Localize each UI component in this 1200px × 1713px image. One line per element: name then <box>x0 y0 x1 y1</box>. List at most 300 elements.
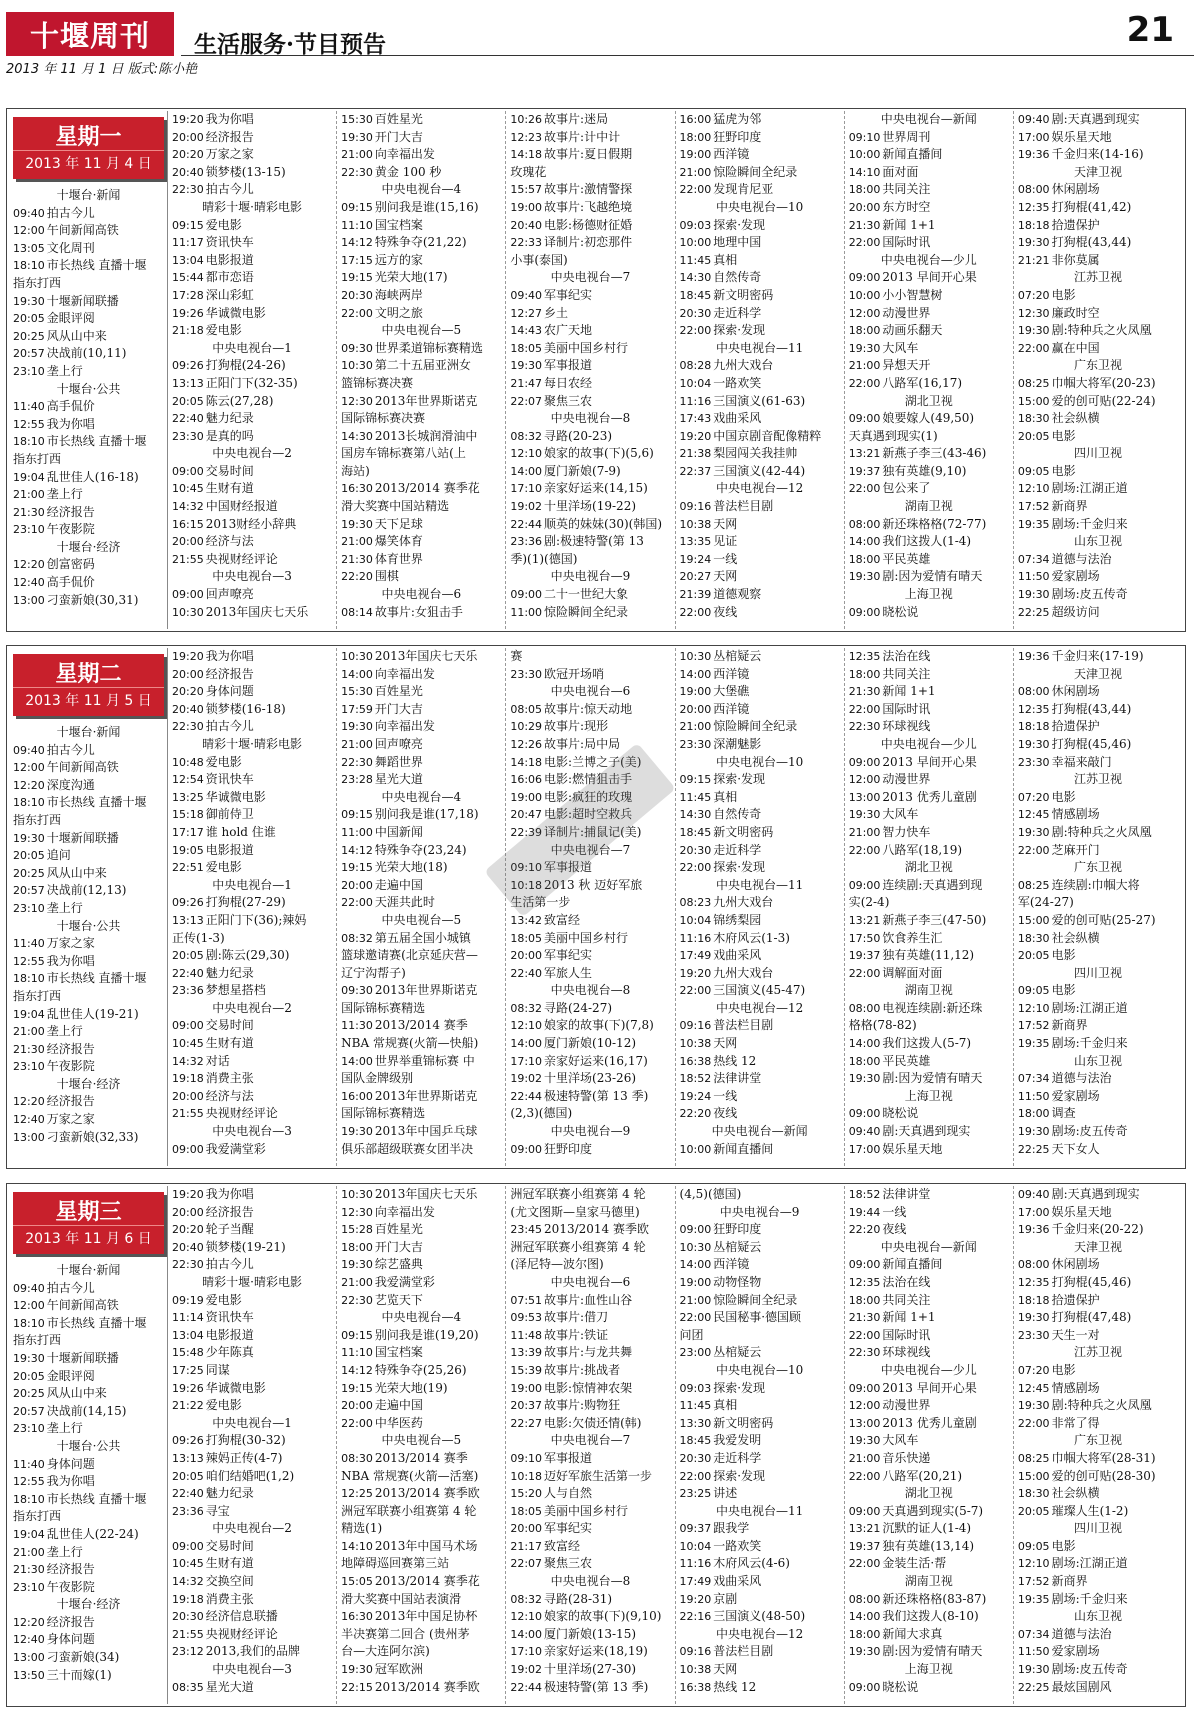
program-time: 17:10 <box>510 1645 543 1659</box>
program-entry: 20:05 金眼评阅 <box>13 1368 95 1383</box>
program-entry: 19:02 十里洋场(19-22) <box>510 499 637 514</box>
program-entry: 20:40 锁梦楼(16-18) <box>172 701 286 716</box>
program-entry: 15:00 爱的创可贴(28-30) <box>1017 1468 1156 1483</box>
program-entry: 10:38 天网 <box>679 1662 738 1677</box>
program-time: 18:00 <box>679 130 712 144</box>
program-time: 18:05 <box>510 341 543 355</box>
program-entry: 19:30 剧场:皮五传奇 <box>1017 1124 1128 1139</box>
program-entry: 14:30 2013长城润滑油中 <box>341 428 478 443</box>
program-time: 19:30 <box>341 1258 373 1272</box>
channel-heading: 晴彩十堰·晴彩电影 <box>202 1274 302 1289</box>
program-entry: 21:30 经济报告 <box>13 504 95 519</box>
program-entry: 19:30 剧:因为爱情有晴天 <box>848 1071 983 1086</box>
program-time: 19:20 <box>172 113 204 126</box>
program-entry: 21:55 央视财经评论 <box>172 1106 278 1121</box>
program-time: 14:00 <box>679 1258 712 1272</box>
program-time: 20:05 <box>13 849 45 863</box>
program-time: 08:05 <box>510 702 543 716</box>
program-time: 17:17 <box>172 825 204 839</box>
program-time: 12:10 <box>1017 482 1050 496</box>
program-entry: 11:30 2013/2014 赛季 <box>341 1018 468 1033</box>
channel-heading: 十堰台·经济 <box>56 1597 121 1612</box>
program-time: 19:18 <box>172 1072 204 1086</box>
program-continuation: 国际锦标赛精选 <box>341 1106 426 1121</box>
program-time: 09:26 <box>172 896 204 910</box>
program-time: 13:05 <box>13 241 45 255</box>
program-time: 20:37 <box>510 1399 543 1413</box>
program-entry: 12:26 故事片:局中局 <box>510 736 621 751</box>
program-entry: 08:32 寻路(24-27) <box>510 1000 613 1015</box>
program-time: 20:05 <box>1017 949 1050 963</box>
program-time: 20:00 <box>848 200 881 214</box>
program-time: 16:38 <box>679 1054 712 1068</box>
program-time: 22:39 <box>510 825 543 839</box>
program-entry: 08:00 新还珠格格(83-87) <box>848 1591 987 1606</box>
program-entry: 12:00 午间新闻高铁 <box>13 760 119 775</box>
program-entry: 10:00 新闻直播间 <box>679 1141 774 1156</box>
program-entry: 20:40 锁梦楼(13-15) <box>172 164 286 179</box>
program-time: 08:32 <box>510 1592 543 1606</box>
program-entry: 22:00 探索·发现 <box>679 1468 766 1483</box>
program-time: 22:00 <box>679 1469 712 1483</box>
program-entry: 23:10 垄上行 <box>13 363 83 378</box>
channel-heading: 中央电视台—11 <box>715 1503 804 1518</box>
channel-heading: 中央电视台—2 <box>212 446 292 461</box>
program-time: 18:45 <box>679 825 712 839</box>
program-time: 09:15 <box>341 1328 373 1342</box>
program-entry: 14:18 电影:兰博之子(美) <box>510 754 642 769</box>
program-time: 12:10 <box>1017 1001 1050 1015</box>
program-time: 20:40 <box>172 1240 204 1254</box>
program-time: 12:00 <box>13 761 45 775</box>
program-time: 10:38 <box>679 517 712 531</box>
program-entry: 12:00 午间新闻高铁 <box>13 223 119 238</box>
program-entry: 20:05 追问 <box>13 848 71 863</box>
program-entry: 21:00 向幸福出发 <box>341 147 435 162</box>
program-entry: 22:40 魅力纪录 <box>172 411 254 426</box>
program-entry: 14:00 向幸福出发 <box>341 666 435 681</box>
program-entry: 09:53 故事片:借刀 <box>510 1310 609 1325</box>
program-time: 09:00 <box>172 1019 204 1033</box>
program-time: 17:52 <box>1017 500 1050 514</box>
program-time: 18:45 <box>679 1434 712 1448</box>
program-entry: 12:00 动漫世界 <box>848 772 931 787</box>
program-entry: 18:45 新文明密码 <box>679 287 774 302</box>
program-time: 20:05 <box>172 394 204 408</box>
program-time: 23:10 <box>13 901 45 915</box>
dateline: 2013 年 11 月 1 日 版式:陈小艳 <box>6 62 198 77</box>
program-entry: 21:55 央视财经评论 <box>172 551 278 566</box>
program-entry: 13:05 文化周刊 <box>13 240 95 255</box>
program-time: 23:10 <box>13 1060 45 1074</box>
program-entry: 07:34 道德与法治 <box>1017 551 1112 566</box>
program-entry: 22:40 军旅人生 <box>510 965 593 980</box>
program-time: 07:34 <box>1017 552 1050 566</box>
program-time: 20:05 <box>1017 429 1050 443</box>
program-time: 15:44 <box>172 271 204 285</box>
program-time: 19:20 <box>679 966 712 980</box>
program-time: 11:10 <box>341 1346 373 1360</box>
program-entry: 14:32 中国财经报道 <box>172 499 278 514</box>
program-time: 09:40 <box>13 206 45 220</box>
program-entry: 09:00 2013 早间开心果 <box>848 270 977 285</box>
program-time: 10:45 <box>172 1037 204 1051</box>
program-entry: 14:00 西洋镜 <box>679 666 750 681</box>
program-time: 17:00 <box>848 1142 881 1156</box>
program-entry: 20:57 决战前(12,13) <box>13 883 127 898</box>
program-entry: 07:51 故事片:血性山谷 <box>510 1292 633 1307</box>
program-entry: 19:00 故事片:飞越绝境 <box>510 199 633 214</box>
program-time: 19:24 <box>679 552 712 566</box>
masthead <box>6 8 1194 58</box>
program-entry: 21:00 垄上行 <box>13 1544 83 1559</box>
program-entry: 20:00 经济与法 <box>172 1088 254 1103</box>
channel-heading: 上海卫视 <box>904 587 953 602</box>
program-entry: 15:28 百姓星光 <box>341 1222 423 1237</box>
day-section-monday <box>6 108 1186 632</box>
program-time: 12:00 <box>13 224 45 238</box>
program-time: 18:00 <box>848 183 881 197</box>
program-time: 23:00 <box>679 1346 712 1360</box>
header-rule <box>181 55 1194 56</box>
program-entry: 20:00 西洋镜 <box>679 701 750 716</box>
program-entry: 19:35 剧场:千金归来 <box>1017 1591 1128 1606</box>
program-time: 13:35 <box>679 535 712 549</box>
program-entry: 22:00 八路军(18,19) <box>848 842 963 857</box>
program-entry: 08:00 休闲剧场 <box>1017 182 1100 197</box>
program-time: 10:00 <box>848 288 881 302</box>
date-label: 2013 年 11 月 4 日 <box>13 150 164 173</box>
program-entry: 09:00 晓松说 <box>848 604 919 619</box>
program-time: 19:30 <box>341 1125 373 1139</box>
program-entry: 14:10 2013年中国马术场 <box>341 1538 478 1553</box>
program-time: 22:00 <box>679 861 712 875</box>
program-entry: 21:00 惊险瞬间全纪录 <box>679 164 798 179</box>
program-entry: 23:36 梦想星搭档 <box>172 983 266 998</box>
weekday-label: 星期三 <box>55 1199 122 1225</box>
program-continuation: 半决赛第二回合 (贵州茅 <box>341 1626 470 1641</box>
program-entry: 21:30 体育世界 <box>341 551 423 566</box>
program-time: 22:30 <box>341 755 373 769</box>
program-time: 19:37 <box>848 949 881 963</box>
program-time: 12:10 <box>1017 1557 1050 1571</box>
program-entry: 11:45 真相 <box>679 1398 738 1413</box>
program-continuation: 洲冠军联赛小组赛第 4 轮 <box>341 1503 477 1518</box>
channel-heading: 中央电视台—8 <box>550 1574 631 1589</box>
program-time: 18:18 <box>1017 720 1050 734</box>
channel-heading: 中央电视台—1 <box>212 877 292 892</box>
program-entry: 12:10 剧场:江湖正道 <box>1017 1556 1128 1571</box>
program-time: 19:30 <box>1017 1311 1050 1325</box>
program-continuation: NBA 常规赛(火箭—快船) <box>341 1036 479 1051</box>
program-time: 21:00 <box>13 1025 45 1039</box>
day-banner <box>13 117 164 179</box>
channel-heading: 中央电视台—7 <box>550 842 631 857</box>
program-entry: 19:20 我为你唱 <box>172 649 254 663</box>
channel-heading: 中央电视台—10 <box>715 754 804 769</box>
program-time: 12:00 <box>848 306 881 320</box>
program-time: 12:40 <box>13 576 45 590</box>
program-entry: 11:10 国宝档案 <box>341 217 423 232</box>
program-entry: 20:20 轮子当醒 <box>172 1222 254 1237</box>
channel-heading: 中央电视台—12 <box>715 1626 804 1641</box>
program-time: 20:30 <box>679 1451 712 1465</box>
program-entry: 17:49 戏曲采风 <box>679 948 762 963</box>
program-time: 23:10 <box>13 364 45 378</box>
program-entry: 12:25 2013/2014 赛季欧 <box>341 1486 480 1501</box>
program-entry: 23:25 讲述 <box>679 1486 738 1501</box>
program-entry: 19:00 大堡礁 <box>679 684 750 699</box>
program-time: 12:35 <box>1017 200 1050 214</box>
program-continuation: 国际锦标赛精选 <box>341 1000 426 1015</box>
program-time: 22:33 <box>510 236 543 250</box>
program-entry: 21:39 道德观察 <box>679 587 762 602</box>
program-time: 10:45 <box>172 1557 204 1571</box>
program-time: 13:00 <box>848 1416 881 1430</box>
program-entry: 20:00 经济报告 <box>172 666 254 681</box>
program-time: 08:32 <box>510 1001 543 1015</box>
program-entry: 13:04 电影报道 <box>172 252 254 267</box>
program-entry: 11:16 三国演义(61-63) <box>679 393 806 408</box>
program-entry: 21:00 惊险瞬间全纪录 <box>679 1292 798 1307</box>
program-time: 20:25 <box>13 1387 45 1401</box>
program-time: 14:18 <box>510 148 543 162</box>
program-time: 14:30 <box>679 271 712 285</box>
program-time: 22:00 <box>1017 1416 1050 1430</box>
program-time: 22:00 <box>848 1557 881 1571</box>
program-time: 09:19 <box>172 1293 204 1307</box>
program-time: 22:15 <box>341 1680 373 1694</box>
program-time: 18:10 <box>13 796 45 810</box>
program-time: 14:30 <box>679 808 712 822</box>
program-entry: 09:37 跟我学 <box>679 1521 750 1536</box>
program-time: 12:20 <box>13 558 45 572</box>
program-time: 21:55 <box>172 552 204 566</box>
program-time: 09:00 <box>848 1258 881 1272</box>
program-entry: 19:35 剧场:千金归来 <box>1017 1036 1128 1051</box>
program-time: 09:16 <box>679 500 712 514</box>
schedule-column <box>337 111 506 629</box>
program-entry: 19:04 乱世佳人(22-24) <box>13 1526 139 1541</box>
program-time: 09:10 <box>510 861 543 875</box>
program-entry: 12:35 打狗棍(45,46) <box>1017 1274 1132 1289</box>
program-time: 19:30 <box>848 1645 881 1659</box>
program-time: 18:00 <box>848 667 881 681</box>
program-entry: 10:30 丛棺疑云 <box>679 1239 762 1254</box>
program-time: 13:21 <box>848 1522 881 1536</box>
program-time: 08:00 <box>1017 183 1050 197</box>
program-time: 19:00 <box>510 790 543 804</box>
program-time: 09:00 <box>848 1504 881 1518</box>
program-time: 12:00 <box>13 1299 45 1313</box>
program-entry: 22:25 超级访问 <box>1017 604 1100 619</box>
program-time: 09:00 <box>848 755 881 769</box>
program-entry: 19:30 剧场:皮五传奇 <box>1017 1662 1128 1677</box>
program-time: 16:30 <box>341 482 373 496</box>
program-entry: 20:40 电影:杨德财征婚 <box>510 217 633 232</box>
program-entry: 22:15 2013/2014 赛季欧 <box>341 1679 480 1694</box>
program-time: 16:38 <box>679 1680 712 1694</box>
program-time: 17:15 <box>341 253 373 267</box>
program-time: 09:40 <box>13 743 45 757</box>
program-entry: 19:36 千金归来(14-16) <box>1017 147 1144 162</box>
program-time: 21:00 <box>679 720 712 734</box>
program-entry: 19:20 我为你唱 <box>172 112 254 126</box>
program-entry: 15:00 爱的创可贴(22-24) <box>1017 393 1156 408</box>
program-entry: 10:00 地理中国 <box>679 235 762 250</box>
program-time: 19:36 <box>1017 148 1050 162</box>
program-entry: 22:00 八路军(20,21) <box>848 1468 963 1483</box>
program-time: 09:40 <box>848 1125 881 1139</box>
program-entry: 20:05 金眼评阅 <box>13 311 95 326</box>
program-entry: 19:36 千金归来(17-19) <box>1017 649 1144 663</box>
program-time: 22:20 <box>679 1107 712 1121</box>
program-entry: 12:55 我为你唱 <box>13 953 95 968</box>
program-time: 18:30 <box>1017 1487 1050 1501</box>
program-entry: 09:00 交易时间 <box>172 1538 254 1553</box>
program-time: 20:00 <box>510 1522 543 1536</box>
program-time: 09:10 <box>848 130 881 144</box>
program-entry: 21:55 央视财经评论 <box>172 1626 278 1641</box>
program-time: 17:10 <box>510 482 543 496</box>
program-time: 11:50 <box>1017 1645 1050 1659</box>
schedule-column <box>10 1186 168 1704</box>
program-entry: 23:10 垄上行 <box>13 1421 83 1436</box>
channel-heading: 中央电视台—5 <box>381 1433 462 1448</box>
program-entry: 09:00 回声嘹亮 <box>172 587 254 602</box>
program-entry: 19:30 剧:特种兵之火凤凰 <box>1017 824 1152 839</box>
program-entry: 15:05 2013/2014 赛季花 <box>341 1574 480 1589</box>
program-time: 09:10 <box>510 1451 543 1465</box>
program-time: 11:45 <box>679 253 712 267</box>
program-time: 12:20 <box>13 778 45 792</box>
channel-heading: 十堰台·经济 <box>56 539 121 554</box>
channel-heading: 广东卫视 <box>1073 860 1122 875</box>
program-time: 11:16 <box>679 394 712 408</box>
program-entry: 10:38 天网 <box>679 516 738 531</box>
program-time: 08:14 <box>341 605 373 619</box>
program-time: 12:10 <box>510 1019 543 1033</box>
program-entry: 08:32 寻路(28-31) <box>510 1591 613 1606</box>
program-time: 12:20 <box>13 1095 45 1109</box>
program-entry: 22:00 调解面对面 <box>848 965 943 980</box>
program-entry: 18:18 拾遗保护 <box>1017 1292 1100 1307</box>
channel-heading: 天津卫视 <box>1073 164 1122 179</box>
program-time: 22:25 <box>1017 1680 1050 1694</box>
program-time: 09:00 <box>848 1680 881 1694</box>
program-continuation: 实(2-4) <box>848 895 890 910</box>
program-entry: 10:45 生财有道 <box>172 1036 254 1051</box>
program-entry: 09:40 剧:天真遇到现实 <box>1017 112 1140 126</box>
program-entry: 13:00 2013 优秀儿童剧 <box>848 789 977 804</box>
program-entry: 10:38 天网 <box>679 1036 738 1051</box>
program-entry: 12:35 打狗棍(41,42) <box>1017 199 1132 214</box>
program-time: 18:00 <box>341 1240 373 1254</box>
program-time: 22:07 <box>510 1557 543 1571</box>
program-entry: 15:44 都市恋语 <box>172 270 254 285</box>
program-time: 19:30 <box>1017 1399 1050 1413</box>
program-time: 15:30 <box>341 685 373 699</box>
program-entry: 18:45 我爱发明 <box>679 1433 762 1448</box>
program-time: 09:15 <box>679 773 712 787</box>
program-time: 15:18 <box>172 808 204 822</box>
program-entry: 14:00 厦门新娘(7-9) <box>510 463 621 478</box>
program-entry: 18:18 拾遗保护 <box>1017 217 1100 232</box>
program-time: 07:34 <box>1017 1072 1050 1086</box>
program-entry: 11:00 中国新闻 <box>341 824 423 839</box>
channel-heading: 中央电视台—3 <box>212 1124 292 1139</box>
program-entry: 21:22 爱电影 <box>172 1398 242 1413</box>
program-entry: 22:00 发现肯尼亚 <box>679 182 774 197</box>
program-time: 14:10 <box>341 1539 373 1553</box>
schedule-column <box>10 648 168 1166</box>
day-banner <box>13 654 164 716</box>
program-entry: 22:33 译制片:初恋那件 <box>510 235 633 250</box>
program-entry: 22:00 夜线 <box>679 604 738 619</box>
program-entry: 20:40 锁梦楼(19-21) <box>172 1239 286 1254</box>
program-entry: 22:00 芝麻开门 <box>1017 842 1100 857</box>
program-continuation: 洲冠军联赛小组赛第 4 轮 <box>510 1187 646 1201</box>
channel-heading: 十堰台·新闻 <box>56 1263 121 1277</box>
program-entry: 12:00 午间新闻高铁 <box>13 1298 119 1313</box>
program-entry: 09:00 娘要嫁人(49,50) <box>848 411 975 426</box>
program-continuation: 指东打西 <box>13 1333 62 1348</box>
program-time: 23:30 <box>1017 755 1050 769</box>
program-entry: 10:18 2013 秋 迈好军旅 <box>510 877 643 892</box>
program-entry: 22:16 三国演义(48-50) <box>679 1609 806 1624</box>
program-entry: 19:24 一线 <box>679 551 738 566</box>
program-time: 08:00 <box>1017 1258 1050 1272</box>
program-entry: 22:39 译制片:捕鼠记(美) <box>510 824 642 839</box>
program-entry: 09:00 狂野印度 <box>679 1222 762 1237</box>
program-entry: 09:26 打狗棍(27-29) <box>172 895 286 910</box>
program-time: 07:20 <box>1017 288 1050 302</box>
program-entry: 18:00 狂野印度 <box>679 129 762 144</box>
program-entry: 10:30 2013年国庆七天乐 <box>341 1187 478 1201</box>
program-entry: 22:20 夜线 <box>848 1222 907 1237</box>
program-time: 18:10 <box>13 1316 45 1330</box>
program-entry: 19:30 打狗棍(45,46) <box>1017 736 1132 751</box>
program-time: 22:20 <box>848 1223 881 1237</box>
channel-heading: 十堰台·新闻 <box>56 188 121 202</box>
program-time: 10:04 <box>679 913 712 927</box>
program-entry: 13:39 故事片:与龙共舞 <box>510 1345 633 1360</box>
channel-heading: 中央电视台—新闻 <box>711 1124 808 1139</box>
program-entry: 12:35 法治在线 <box>848 649 931 663</box>
program-entry: 11:10 国宝档案 <box>341 1345 423 1360</box>
channel-heading: 中央电视台—6 <box>381 587 462 602</box>
program-time: 20:00 <box>172 1089 204 1103</box>
program-time: 20:00 <box>172 535 204 549</box>
day-banner <box>13 1192 164 1254</box>
program-entry: 13:00 刁蛮新娘(30,31) <box>13 592 139 607</box>
program-entry: 20:25 风从山中来 <box>13 1386 107 1401</box>
program-entry: 15:48 少年陈真 <box>172 1345 254 1360</box>
program-continuation: 指东打西 <box>13 275 62 290</box>
program-time: 21:00 <box>848 825 881 839</box>
program-time: 10:18 <box>510 878 543 892</box>
channel-heading: 广东卫视 <box>1073 358 1122 373</box>
program-time: 19:20 <box>679 429 712 443</box>
channel-heading: 湖南卫视 <box>904 499 953 514</box>
program-entry: 17:00 娱乐星天地 <box>1017 1204 1112 1219</box>
program-entry: 12:20 经济报告 <box>13 1614 95 1629</box>
program-time: 19:05 <box>172 843 204 857</box>
program-time: 22:40 <box>172 1487 204 1501</box>
program-continuation: 国房车锦标赛第八站(上 <box>341 446 466 461</box>
program-entry: 21:30 新闻 1+1 <box>848 217 936 232</box>
program-time: 12:40 <box>13 1113 45 1127</box>
